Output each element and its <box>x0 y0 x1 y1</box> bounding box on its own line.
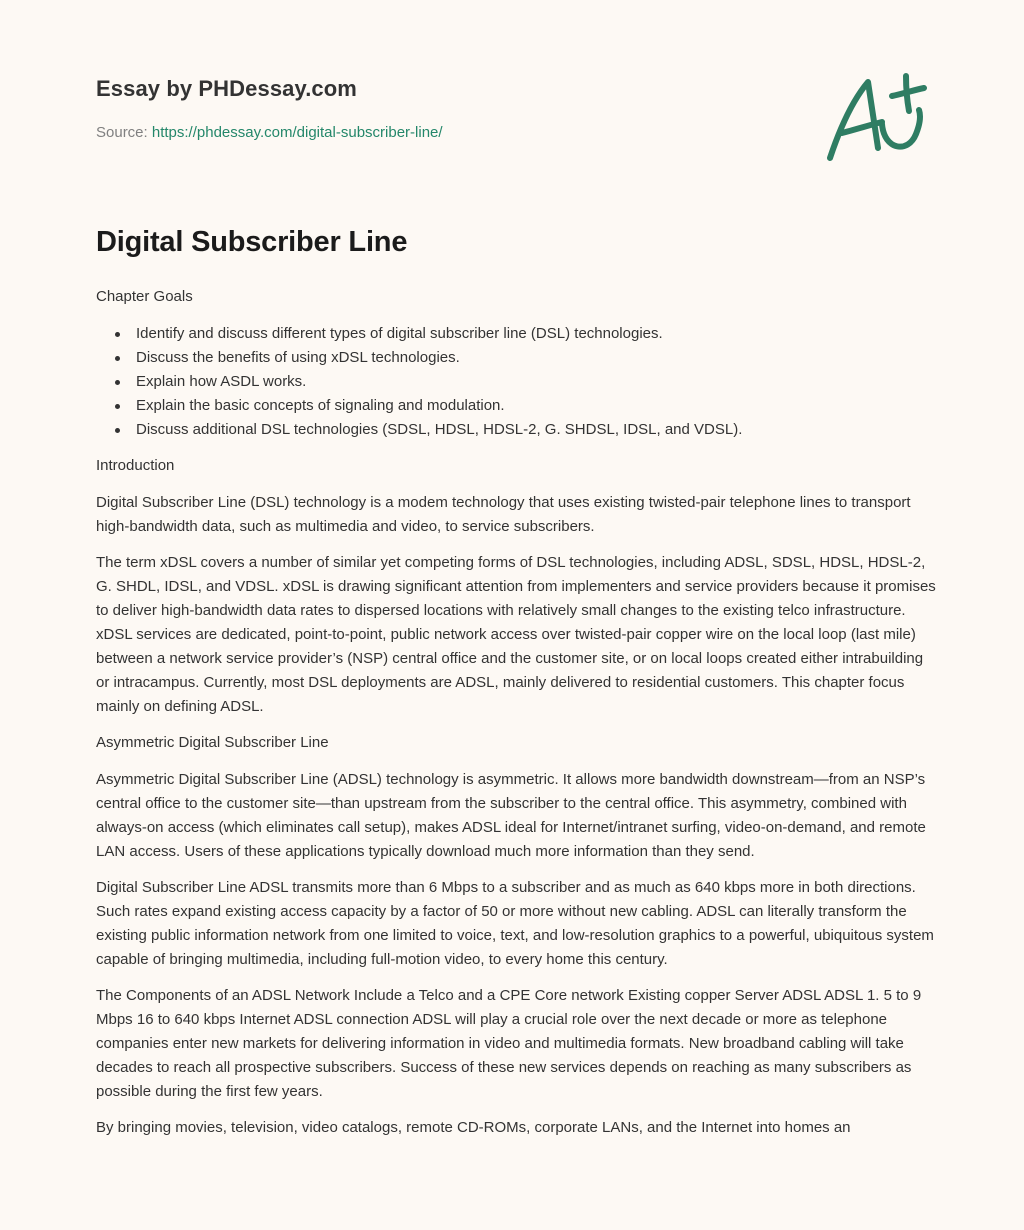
goal-item: Explain how ASDL works. <box>136 370 936 394</box>
goal-item: Discuss the benefits of using xDSL technologies. <box>136 346 936 370</box>
source-line <box>96 124 443 141</box>
goal-item: Discuss additional DSL technologies (SDSL, HDSL, HDSL-2, G. SHDSL, IDSL, and VDSL). <box>136 418 936 442</box>
introduction-heading: Introduction <box>96 457 175 474</box>
paragraph: By bringing movies, television, video catalogs, remote CD-ROMs, corporate LANs, and the Internet into homes an <box>96 1119 851 1136</box>
paragraph: Digital Subscriber Line ADSL transmits more than 6 Mbps to a subscriber and as much as 640 kbps more in both directions. Such rates expand existing access capacity by a factor of 50 or more without new cabling. ADSL can literally transform the existing public information network from one limited to voice, text, and low-resolution graphics to a powerful, ubiquitous system capable of bringing multimedia, including full-motion video, to every home this century. <box>96 879 934 968</box>
goal-item: Identify and discuss different types of digital subscriber line (DSL) technologies. <box>136 322 936 346</box>
document-body <box>96 285 936 1152</box>
paragraph: Digital Subscriber Line (DSL) technology is a modem technology that uses existing twisted-pair telephone lines to transport high-bandwidth data, such as multimedia and video, to service subscribers. <box>96 494 911 535</box>
site-title: Essay by PHDessay.com <box>96 76 357 101</box>
chapter-goals-heading: Chapter Goals <box>96 288 193 305</box>
paragraph: The term xDSL covers a number of similar yet competing forms of DSL technologies, including ADSL, SDSL, HDSL, HDSL-2, G. SHDL, IDSL, and VDSL. xDSL is drawing significant attention from implementers and service providers because it promises to deliver high-bandwidth data rates to dispersed locations with relatively small changes to the existing telco infrastructure. xDSL services are dedicated, point-to-point, public network access over twisted-pair copper wire on the local loop (last mile) between a network service provider’s (NSP) central office and the customer site, or on local loops created either intrabuilding or intracampus. Currently, most DSL deployments are ADSL, mainly delivered to residential customers. This chapter focus mainly on defining ADSL. <box>96 554 936 715</box>
paragraph: The Components of an ADSL Network Include a Telco and a CPE Core network Existing copper Server ADSL ADSL 1. 5 to 9 Mbps 16 to 640 kbps Internet ADSL connection ADSL will play a crucial role over the next decade or more as telephone companies enter new markets for delivering information in video and multimedia formats. New broadband cabling will take decades to reach all prospective subscribers. Success of these new services depends on reaching as many subscribers as possible during the first few years. <box>96 987 922 1100</box>
document-title: Digital Subscriber Line <box>96 226 408 258</box>
source-link[interactable]: https://phdessay.com/digital-subscriber-line/ <box>151 124 443 141</box>
paragraph: Asymmetric Digital Subscriber Line (ADSL) technology is asymmetric. It allows more bandwidth downstream—from an NSP’s central office to the customer site—than upstream from the subscriber to the central office. This asymmetry, combined with always-on access (which eliminates call setup), makes ADSL ideal for Internet/intranet surfing, video-on-demand, and remote LAN access. Users of these applications typically download much more information than they send. <box>96 771 926 860</box>
a-plus-logo-icon <box>822 66 932 166</box>
goals-list <box>96 322 936 442</box>
essay-page <box>96 0 936 1136</box>
page-header <box>96 0 928 190</box>
adsl-heading: Asymmetric Digital Subscriber Line <box>96 734 329 751</box>
goal-item: Explain the basic concepts of signaling and modulation. <box>136 394 936 418</box>
source-label: Source: <box>96 124 148 141</box>
